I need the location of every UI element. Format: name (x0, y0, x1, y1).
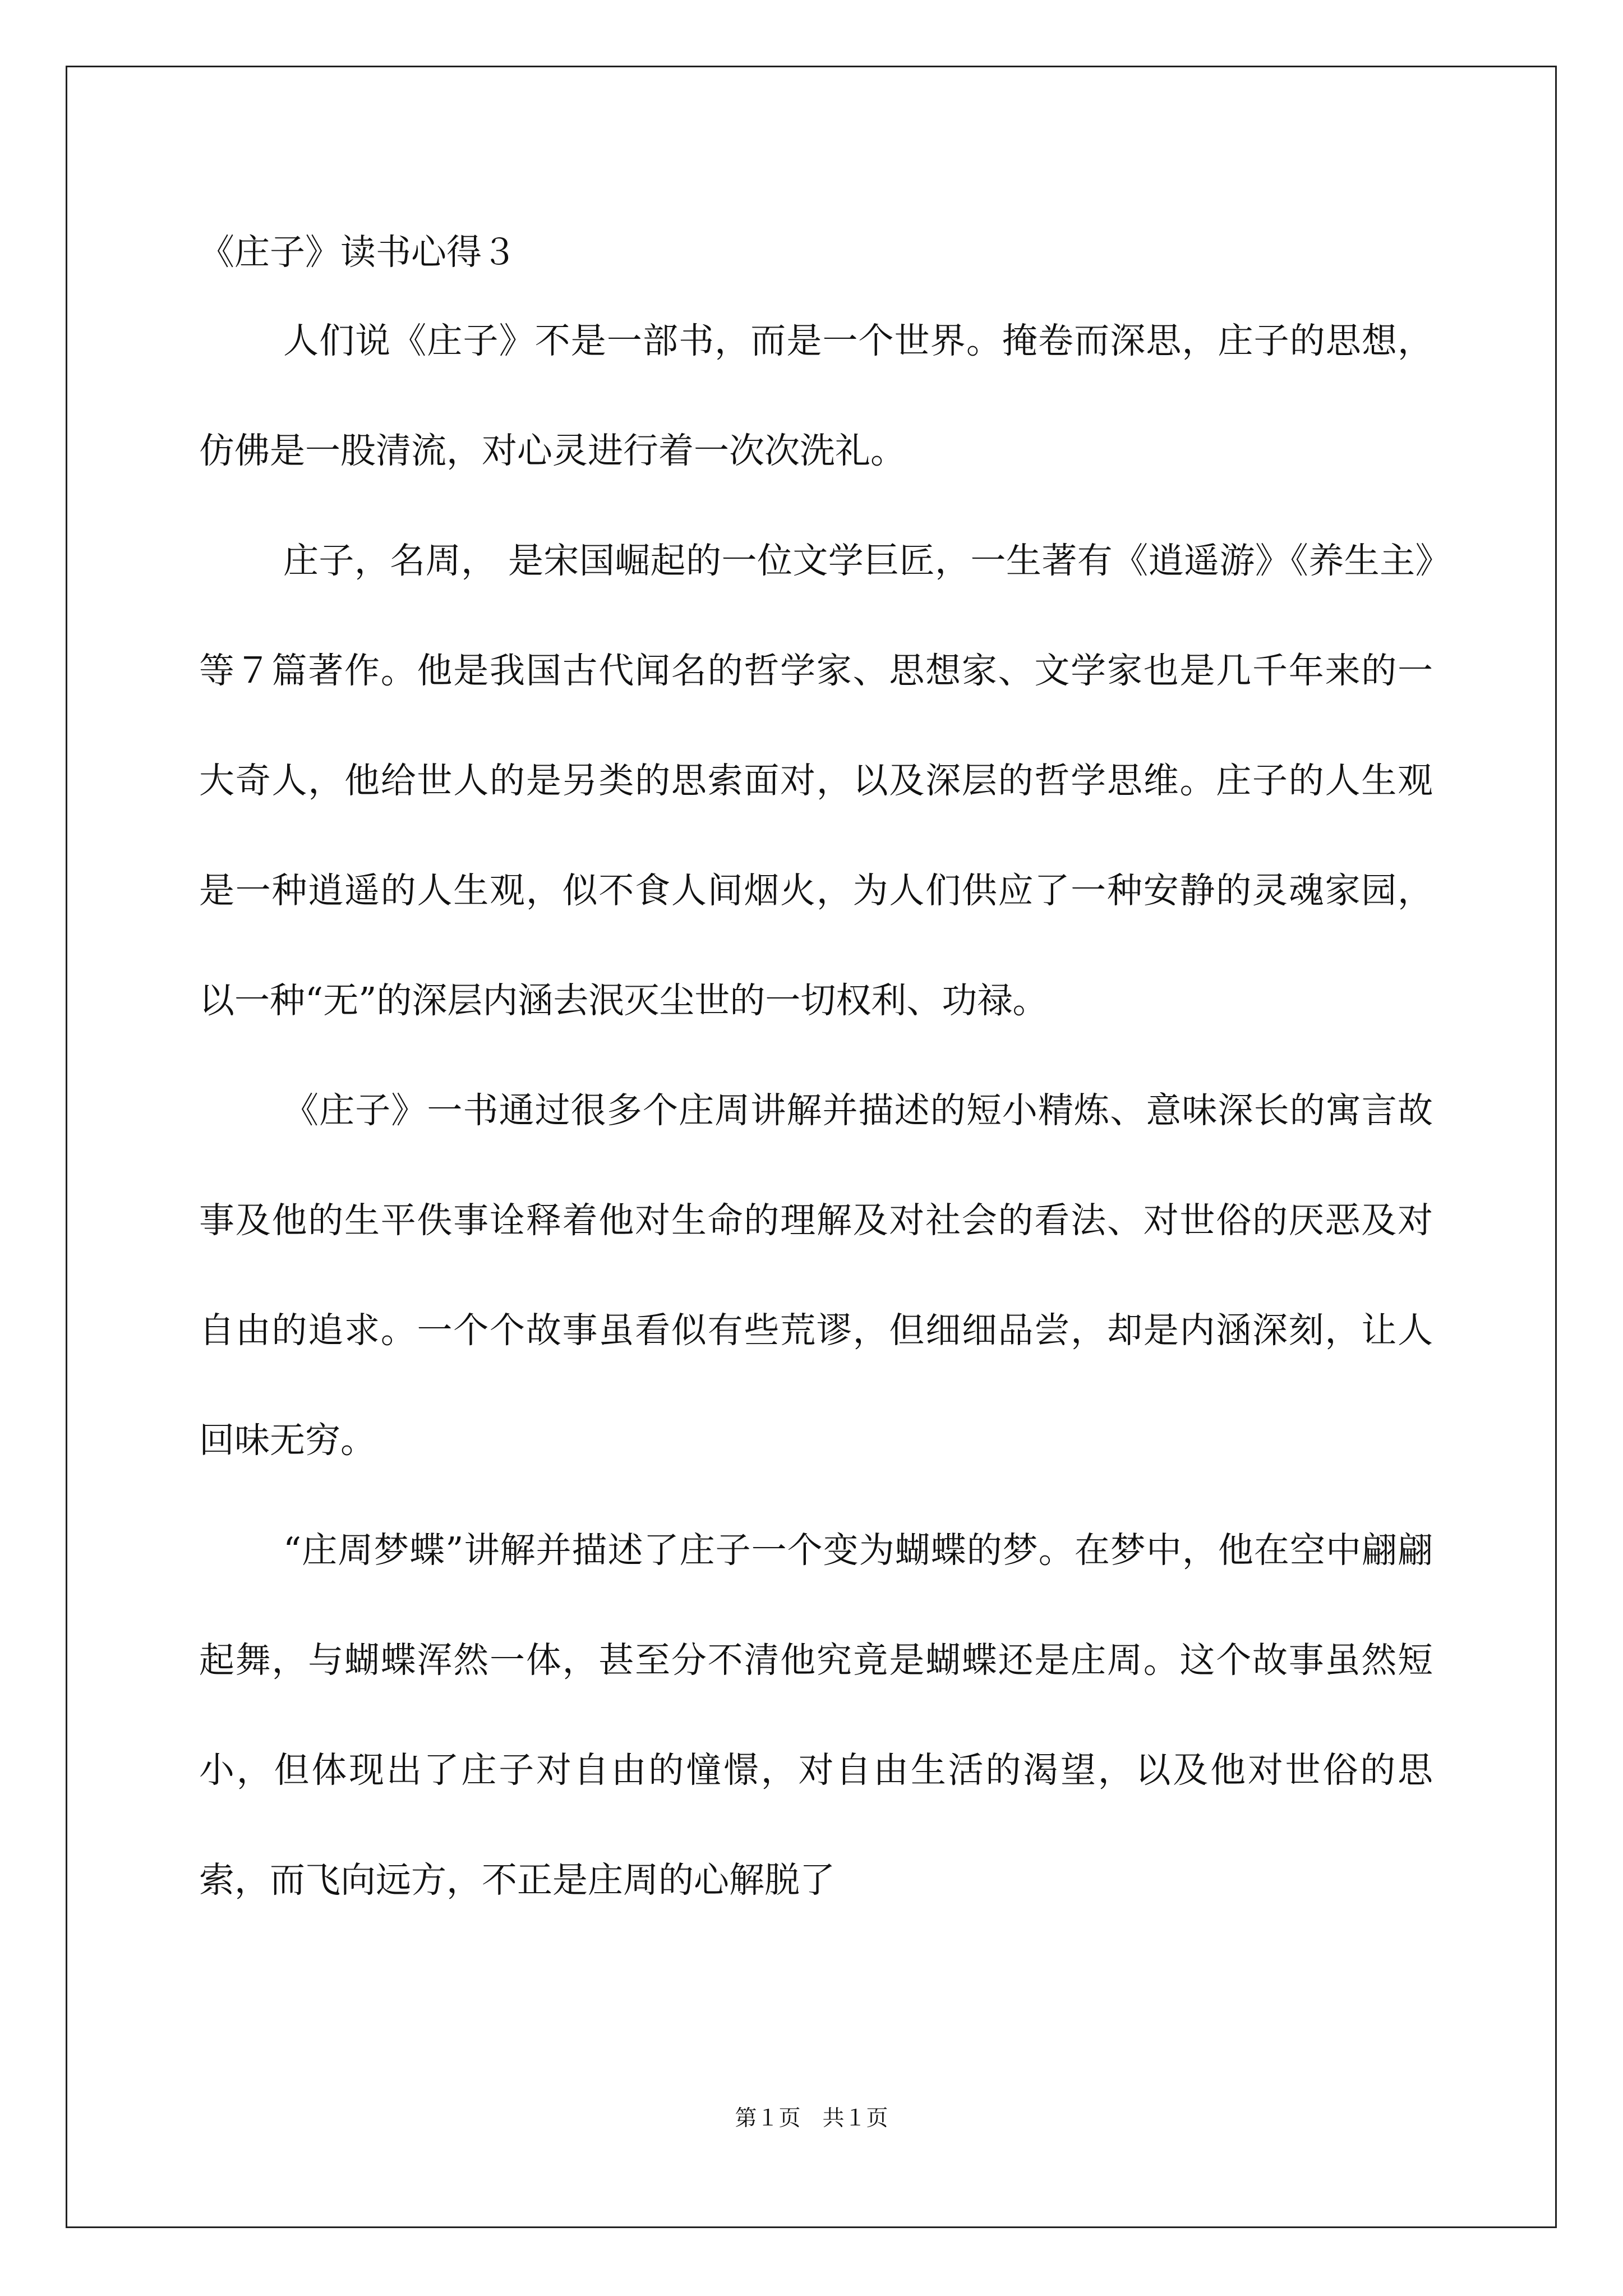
page-number-footer: 第１页 共１页 (735, 2106, 888, 2131)
document-body (199, 286, 1433, 1935)
paragraph-1: 人们说《庄子》不是一部书，而是一个世界。掩卷而深思，庄子的思想，仿佛是一股清流，对心灵进行着一次次洗礼。 (199, 320, 1433, 471)
paragraph-2: 庄子，名周， 是宋国崛起的一位文学巨匠，一生著有《逍遥游》《养生主》等７篇著作。他是我国古代闻名的哲学家、思想家、文学家也是几千年来的一大奇人，他给世人的是另类的思索面对，以及深层的哲学思维。庄子的人生观是一种逍遥的人生观，似不食人间烟火，为人们供应了一种安静的灵魂家园，以一种“无”的深层内涵去泯灭尘世的一切权利、功禄。 (199, 540, 1433, 1021)
paragraph-3: 《庄子》一书通过很多个庄周讲解并描述的短小精炼、意味深长的寓言故事及他的生平佚事诠释着他对生命的理解及对社会的看法、对世俗的厌恶及对自由的追求。一个个故事虽看似有些荒谬，但细细品尝，却是内涵深刻，让人回味无穷。 (199, 1090, 1433, 1461)
paragraph-4: “庄周梦蝶”讲解并描述了庄子一个变为蝴蝶的梦。在梦中，他在空中翩翩起舞，与蝴蝶浑然一体，甚至分不清他究竟是蝴蝶还是庄周。这个故事虽然短小，但体现出了庄子对自由的憧憬，对自由生活的渴望，以及他对世俗的思索，而飞向远方，不正是庄周的心解脱了 (199, 1530, 1433, 1901)
document-title: 《庄子》读书心得３ (199, 232, 517, 273)
